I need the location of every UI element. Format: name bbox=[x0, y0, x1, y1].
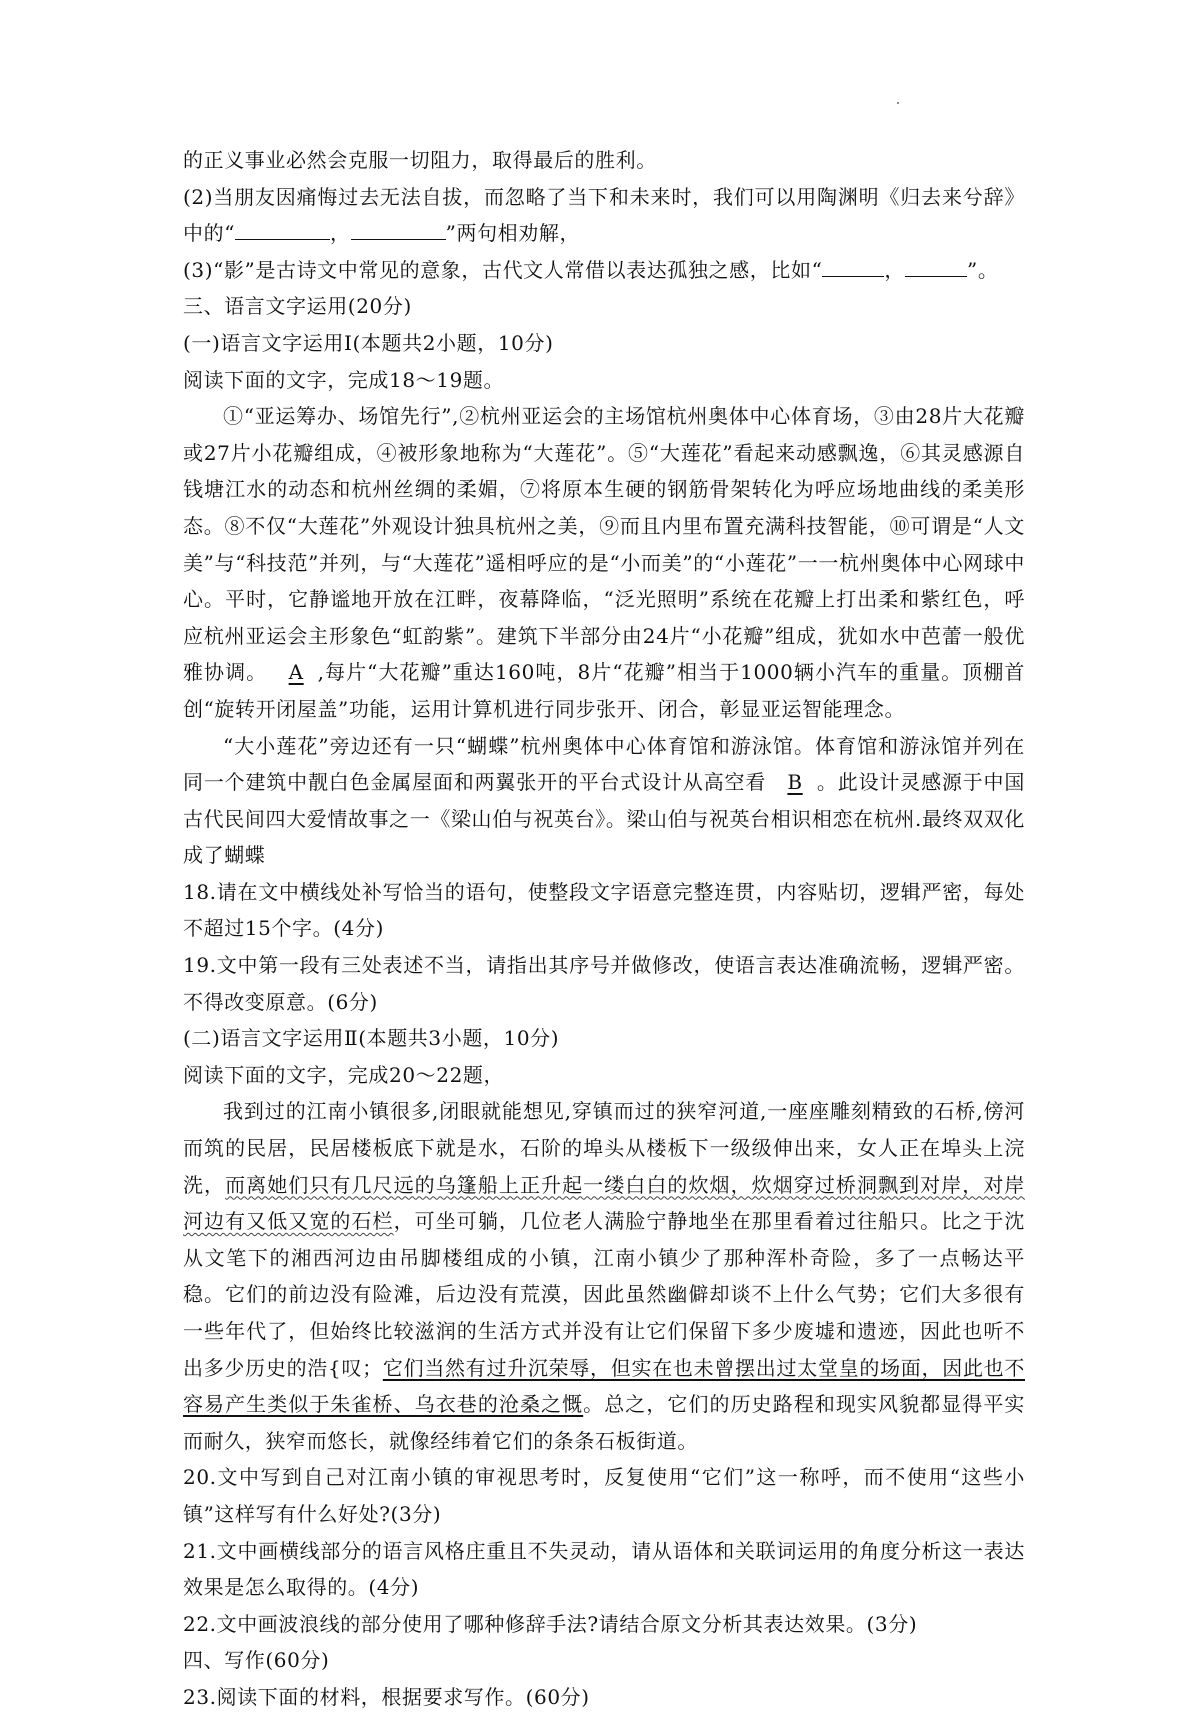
section-heading: 三、语言文字运用(20分) bbox=[183, 294, 412, 319]
underlined-text: 它们当然有过升沉荣辱，但实在也未曾摆出过太堂皇的场面，因此也不容易产生类似于朱雀桥、乌衣巷的沧桑之慨 bbox=[183, 1355, 1025, 1417]
reading-instruction: 阅读下面的文字，完成20～22题， bbox=[183, 1062, 505, 1087]
question-17-3 bbox=[183, 252, 1025, 289]
question-20: 20.文中写到自己对江南小镇的审视思考时，反复使用“它们”这一称呼，而不使用“这些小镇”这样写有什么好处?(3分) bbox=[183, 1465, 1025, 1526]
question-23: 23.阅读下面的材料，根据要求写作。(60分) bbox=[183, 1684, 590, 1709]
question-18: 18.请在文中横线处补写恰当的语句，使整段文字语意完整连贯，内容贴切，逻辑严密，每处不超过15个字。(4分) bbox=[183, 879, 1025, 941]
question-text: (3)“影”是古诗文中常见的意象，古代文人常借以表达孤独之感，比如“ bbox=[183, 257, 823, 282]
reading-instruction: 阅读下面的文字，完成18～19题。 bbox=[183, 367, 505, 392]
question-19: 19.文中第一段有三处表述不当，请指出其序号并做修改，使语言表达准确流畅，逻辑严密。不得改变原意。(6分) bbox=[183, 953, 1025, 1014]
answer-blank[interactable] bbox=[905, 252, 967, 277]
passage-text: 。此设计灵感源于中国古代民间四大爱情故事之一《梁山伯与祝英台》。梁山伯与祝英台相识相恋在杭州.最终双双化成了蝴蝶 bbox=[183, 770, 1025, 868]
passage-text: ,每片“大花瓣”重达160吨，8片“花瓣”相当于1000辆小汽车的重量。顶棚首创“旋转开闭屋盖”功能，运用计算机进行同步张开、闭合，彰显亚运智能理念。 bbox=[183, 660, 1025, 721]
subsection-heading: (一)语言文字运用Ⅰ(本题共2小题，10分) bbox=[183, 330, 554, 355]
answer-blank[interactable] bbox=[822, 252, 884, 277]
blank-b[interactable]: B bbox=[787, 770, 803, 795]
answer-blank[interactable] bbox=[351, 215, 446, 240]
question-17-2 bbox=[183, 179, 1025, 252]
passage-text: ，可坐可躺，几位老人满脸宁静地坐在那里看着过往船只。比之于沈从文笔下的湘西河边由吊脚楼组成的小镇，江南小镇少了那种浑朴奇险，多了一点畅达平稳。它们的前边没有险滩，后边没有荒漠，因此虽然幽僻却谈不上什么气势；它们大多很有一些年代了，但始终比较滋润的生活方式并没有让它们保留下多少废墟和遗迹，因此也听不出多少历史的浩{叹； bbox=[183, 1209, 1026, 1380]
passage-text: “大小莲花”旁边还有一只“蝴蝶”杭州奥体中心体育馆和游泳馆。体育馆和游泳馆并列在同一个建筑中靓白色金属屋面和两翼张开的平台式设计从高空看 bbox=[183, 733, 1025, 795]
wavy-underlined-text: 而离她们只有几尺远的乌篷船上正升起一缕白白的炊烟，炊烟穿过桥洞飘到对岸，对岸河边有又低又宽的石栏 bbox=[183, 1172, 1025, 1234]
passage-paragraph bbox=[183, 728, 1025, 874]
page-content bbox=[183, 142, 1025, 1716]
blank-a[interactable]: A bbox=[288, 660, 304, 685]
blank-separator: ， bbox=[330, 221, 351, 246]
question-22: 22.文中画波浪线的部分使用了哪种修辞手法?请结合原文分析其表达效果。(3分) bbox=[183, 1611, 918, 1636]
scan-speck bbox=[897, 102, 899, 104]
blank-separator: ， bbox=[884, 257, 906, 282]
passage-text: 。总之，它们的历史路程和现实风貌都显得平实而耐久，狭窄而悠长，就像经纬着它们的条条石板街道。 bbox=[183, 1392, 1025, 1453]
passage-text: ①“亚运筹办、场馆先行”,②杭州亚运会的主场馆杭州奥体中心体育场，③由28片大花瓣或27片小花瓣组成，④被形象地称为“大莲花”。⑤“大莲花”看起来动感飘逸，⑥其灵感源自钱塘江水的动态和杭州丝绸的柔媚，⑦将原本生硬的钢筋骨架转化为呼应场地曲线的柔美形态。⑧不仅“大莲花”外观设计独具杭州之美，⑨而且内里布置充满科技智能，⑩可谓是“人文美”与“科技范”并列，与“大莲花”遥相呼应的是“小而美”的“小莲花”一一杭州奥体中心网球中心。平时，它静谧地开放在江畔，夜幕降临，“泛光照明”系统在花瓣上打出柔和紫红色，呼应杭州亚运会主形象色“虹韵紫”。建筑下半部分由24片“小花瓣”组成，犹如水中芭蕾一般优雅协调。 bbox=[183, 404, 1025, 685]
passage-paragraph bbox=[183, 398, 1025, 727]
question-text: (2)当朋友因痛悔过去无法自拔，而忽略了当下和未来时，我们可以用陶渊明《归去来兮辞》中的“ bbox=[183, 184, 1025, 246]
question-21: 21.文中画横线部分的语言风格庄重且不失灵动，请从语体和关联词运用的角度分析这一表达效果是怎么取得的。(4分) bbox=[183, 1538, 1025, 1600]
passage-text: 我到过的江南小镇很多,闭眼就能想见,穿镇而过的狭窄河道,一座座雕刻精致的石桥,傍河而筑的民居，民居楼板底下就是水，石阶的埠头从楼板下一级级伸出来，女人正在埠头上浣洗， bbox=[183, 1099, 1025, 1197]
question-text-end: ”。 bbox=[967, 257, 999, 282]
subsection-heading: (二)语言文字运用Ⅱ(本题共3小题，10分) bbox=[183, 1026, 560, 1051]
question-text-end: ”两句相劝解， bbox=[445, 221, 581, 246]
passage-paragraph bbox=[183, 1093, 1025, 1459]
section-heading: 四、写作(60分) bbox=[183, 1648, 330, 1673]
text-line: 的正义事业必然会克服一切阻力，取得最后的胜利。 bbox=[183, 148, 657, 172]
answer-blank[interactable] bbox=[235, 215, 330, 240]
